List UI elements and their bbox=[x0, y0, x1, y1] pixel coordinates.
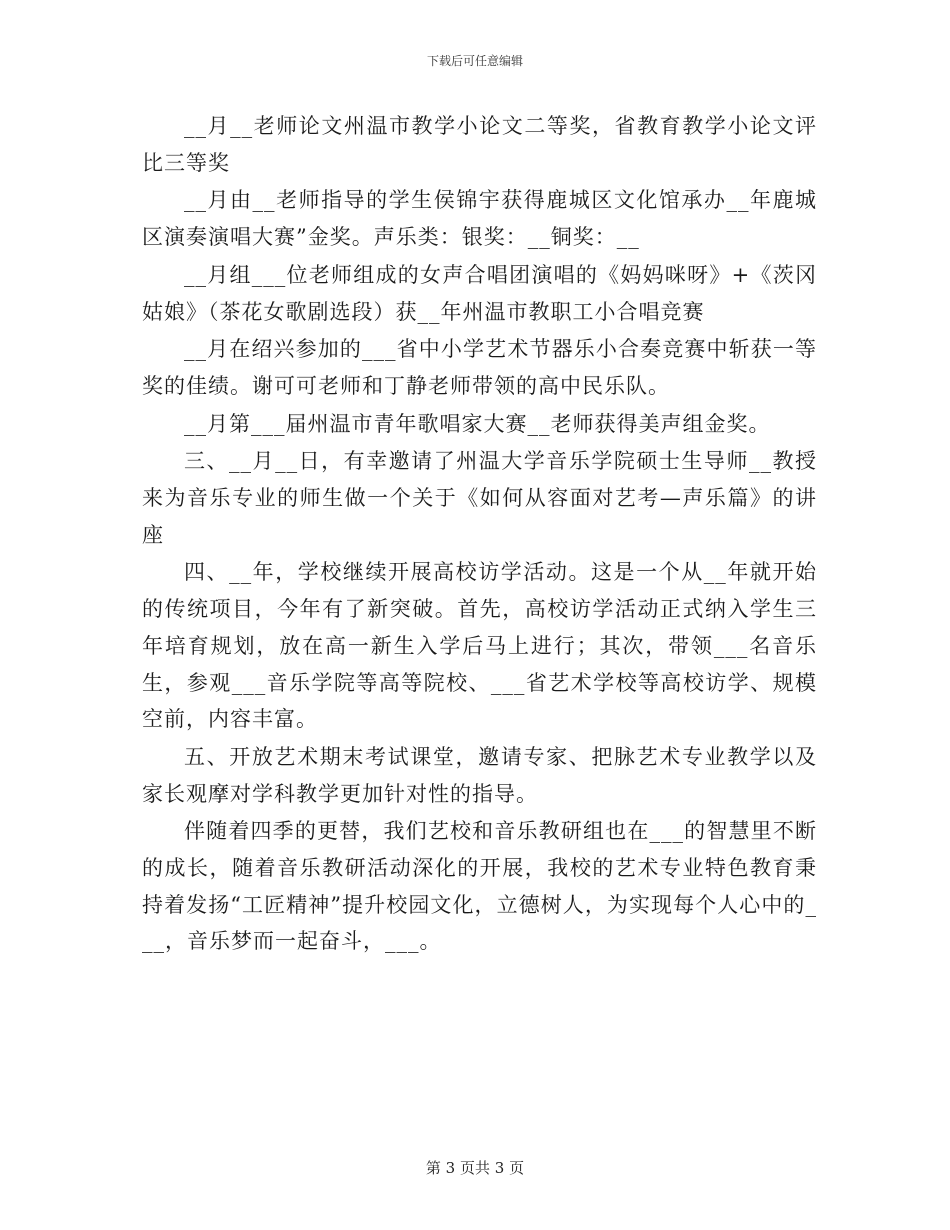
page-header: 下载后可任意编辑 bbox=[426, 54, 523, 68]
paragraph-university-visit: 四、__年，学校继续开展高校访学活动。这是一个从__年就开始的传统项目，今年有了新突破。首先，高校访学活动正式纳入学生三年培育规划，放在高一新生入学后马上进行；其次，带领___名音乐生，参观___音乐学院等高等院校、___省艺术学校等高校访学、规模空前，内容丰富。 bbox=[142, 560, 817, 732]
page-number-footer: 第 3 页共 3 页 bbox=[425, 1159, 525, 1177]
document-body bbox=[142, 108, 817, 961]
paragraph-student-gold-award: __月由__老师指导的学生侯锦宇获得鹿城区文化馆承办__年鹿城区演奏演唱大赛”金奖。声乐类：银奖：__铜奖：__ bbox=[142, 188, 817, 250]
paragraph-open-exam-class: 五、开放艺术期末考试课堂，邀请专家、把脉艺术专业教学以及家长观摩对学科教学更加针对性的指导。 bbox=[142, 744, 817, 806]
paragraph-choir-competition: __月组___位老师组成的女声合唱团演唱的《妈妈咪呀》+《茨冈姑娘》（茶花女歌剧选段）获__年州温市教职工小合唱竞赛 bbox=[142, 262, 817, 324]
paragraph-paper-award: __月__老师论文州温市教学小论文二等奖，省教育教学小论文评比三等奖 bbox=[142, 114, 817, 175]
paragraph-singer-gold-award: __月第___届州温市青年歌唱家大赛__老师获得美声组金奖。 bbox=[184, 411, 771, 436]
paragraph-conclusion: 伴随着四季的更替，我们艺校和音乐教研组也在___的智慧里不断的成长，随着音乐教研活动深化的开展，我校的艺术专业特色教育秉持着发扬“工匠精神”提升校园文化，立德树人，为实现每个人心中的___，音乐梦而一起奋斗，___。 bbox=[142, 819, 817, 954]
paragraph-ensemble-first-prize: __月在绍兴参加的___省中小学艺术节器乐小合奏竞赛中斩获一等奖的佳绩。谢可可老师和丁静老师带领的高中民乐队。 bbox=[142, 337, 817, 398]
paragraph-lecture-invitation: 三、__月__日，有幸邀请了州温大学音乐学院硕士生导师__教授来为音乐专业的师生做一个关于《如何从容面对艺考—声乐篇》的讲座 bbox=[142, 449, 817, 547]
